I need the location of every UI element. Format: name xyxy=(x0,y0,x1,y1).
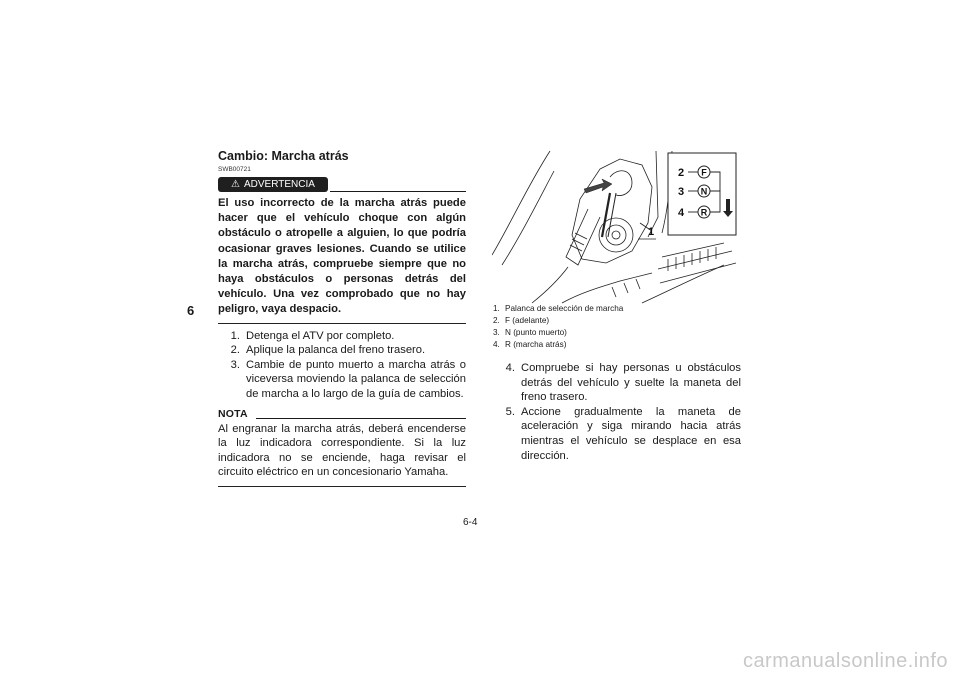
gate-num-1: 2 xyxy=(678,167,685,179)
callout-label: 1 xyxy=(648,226,655,238)
section-title: Cambio: Marcha atrás xyxy=(218,149,349,163)
list-item: 2. F (adelante) xyxy=(493,316,550,326)
list-item: 1. Detenga el ATV por completo. xyxy=(230,329,395,342)
gate-num-3: 4 xyxy=(678,207,685,219)
gate-letter-f: F xyxy=(701,167,707,178)
warning-label: ADVERTENCIA xyxy=(244,179,315,190)
list-item: 1. Palanca de selección de marcha xyxy=(493,304,624,313)
list-item: 4. R (marcha atrás) xyxy=(493,340,567,350)
nota-label: NOTA xyxy=(218,407,248,420)
watermark: carmanualsonline.info xyxy=(742,650,948,672)
nota-end-rule xyxy=(218,486,466,487)
figure-captions xyxy=(493,303,743,351)
illustration-svg xyxy=(492,147,740,305)
list-item: 2. Aplique la palanca del freno trasero. xyxy=(230,344,426,357)
left-column xyxy=(218,148,466,487)
section-code: SWB00721 xyxy=(218,166,251,173)
list-item: 4. Compruebe si hay personas u obstáculos detrás del vehículo y suelte la maneta del freno trasero. xyxy=(505,362,741,404)
steps-list-right xyxy=(493,361,741,463)
list-item: 3. Cambie de punto muerto a marcha atrás o viceversa moviendo la palanca de selección de marcha a lo largo de la guía de cambios. xyxy=(230,358,466,400)
warning-text: El uso incorrecto de la marcha atrás puede hacer que el vehículo choque con algún obstáculo o atropelle a alguien, lo que podría ocasionar graves lesiones. Cuando se utilice la marcha atrás, compruebe siempre que no haya obstáculos o personas detrás del vehículo. Una vez comprobado que no hay peligro, vaya despacio. xyxy=(218,197,466,316)
steps-list-left xyxy=(218,329,466,402)
warning-triangle-icon: ⚠ xyxy=(231,179,240,190)
nota-text: Al engranar la marcha atrás, deberá encenderse la luz indicadora correspondiente. Si la luz indicadora no se enciende, haga revisar el circuito eléctrico en un concesionario Yamaha. xyxy=(218,422,466,479)
page-number: 6-4 xyxy=(463,517,478,528)
warning-divider xyxy=(330,191,466,192)
list-item: 5. Accione gradualmente la maneta de aceleración y siga mirando hacia atrás mientras el vehículo se desplace en esa dirección. xyxy=(505,405,741,462)
gate-letter-r: R xyxy=(700,207,708,218)
right-column xyxy=(493,356,741,463)
warning-header xyxy=(218,176,466,194)
warning-badge xyxy=(218,177,328,192)
gear-selector-illustration xyxy=(492,147,740,305)
nota-divider xyxy=(256,418,466,419)
nota-header xyxy=(218,408,466,422)
chapter-tab: 6 xyxy=(187,303,195,318)
warning-end-rule xyxy=(218,323,466,324)
list-item: 3. N (punto muerto) xyxy=(493,328,567,338)
gate-letter-n: N xyxy=(700,186,708,197)
gate-num-2: 3 xyxy=(678,186,685,198)
